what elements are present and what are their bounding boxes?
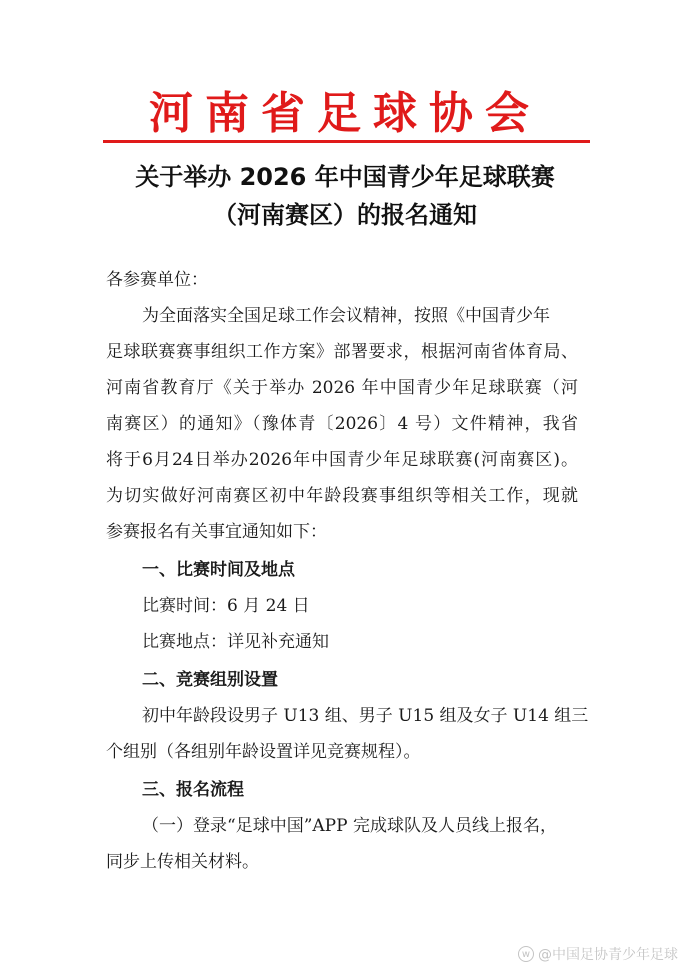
- intro-line: 足球联赛赛事组织工作方案》部署要求，根据河南省体育局、: [106, 342, 578, 362]
- registration-line: 同步上传相关材料。: [106, 852, 259, 872]
- groups-line: 个组别（各组别年龄设置详见竞赛规程）。: [106, 742, 421, 762]
- intro-line: 将于6月24日举办2026年中国青少年足球联赛(河南赛区)。: [106, 450, 578, 470]
- watermark: [518, 944, 678, 964]
- intro-line: 南赛区）的通知》（豫体青〔2026〕4 号）文件精神，我省: [106, 414, 578, 434]
- section-heading-registration: 三、报名流程: [142, 780, 244, 800]
- red-divider: [103, 140, 590, 143]
- section-heading-groups: 二、竞赛组别设置: [142, 670, 278, 690]
- intro-line: 为切实做好河南赛区初中年龄段赛事组织等相关工作，现就: [106, 486, 578, 506]
- document-title-line-1: 关于举办 2026 年中国青少年足球联赛: [135, 163, 555, 191]
- registration-line: （一）登录“足球中国”APP 完成球队及人员线上报名，: [142, 816, 557, 836]
- match-time: 比赛时间：6 月 24 日: [142, 596, 310, 616]
- weibo-icon: w: [518, 946, 534, 962]
- match-location: 比赛地点：详见补充通知: [142, 632, 329, 652]
- organization-title: 河南省足球协会: [149, 88, 541, 139]
- watermark-text: @中国足协青少年足球: [538, 947, 678, 963]
- document-title-line-2: （河南赛区）的报名通知: [213, 201, 477, 229]
- salutation: 各参赛单位：: [106, 270, 208, 290]
- groups-line: 初中年龄段设男子 U13 组、男子 U15 组及女子 U14 组三: [142, 706, 589, 726]
- intro-line: 河南省教育厅《关于举办 2026 年中国青少年足球联赛（河: [106, 378, 578, 398]
- section-heading-schedule: 一、比赛时间及地点: [142, 560, 295, 580]
- intro-line: 为全面落实全国足球工作会议精神，按照《中国青少年: [142, 306, 550, 326]
- intro-line: 参赛报名有关事宜通知如下：: [106, 522, 327, 542]
